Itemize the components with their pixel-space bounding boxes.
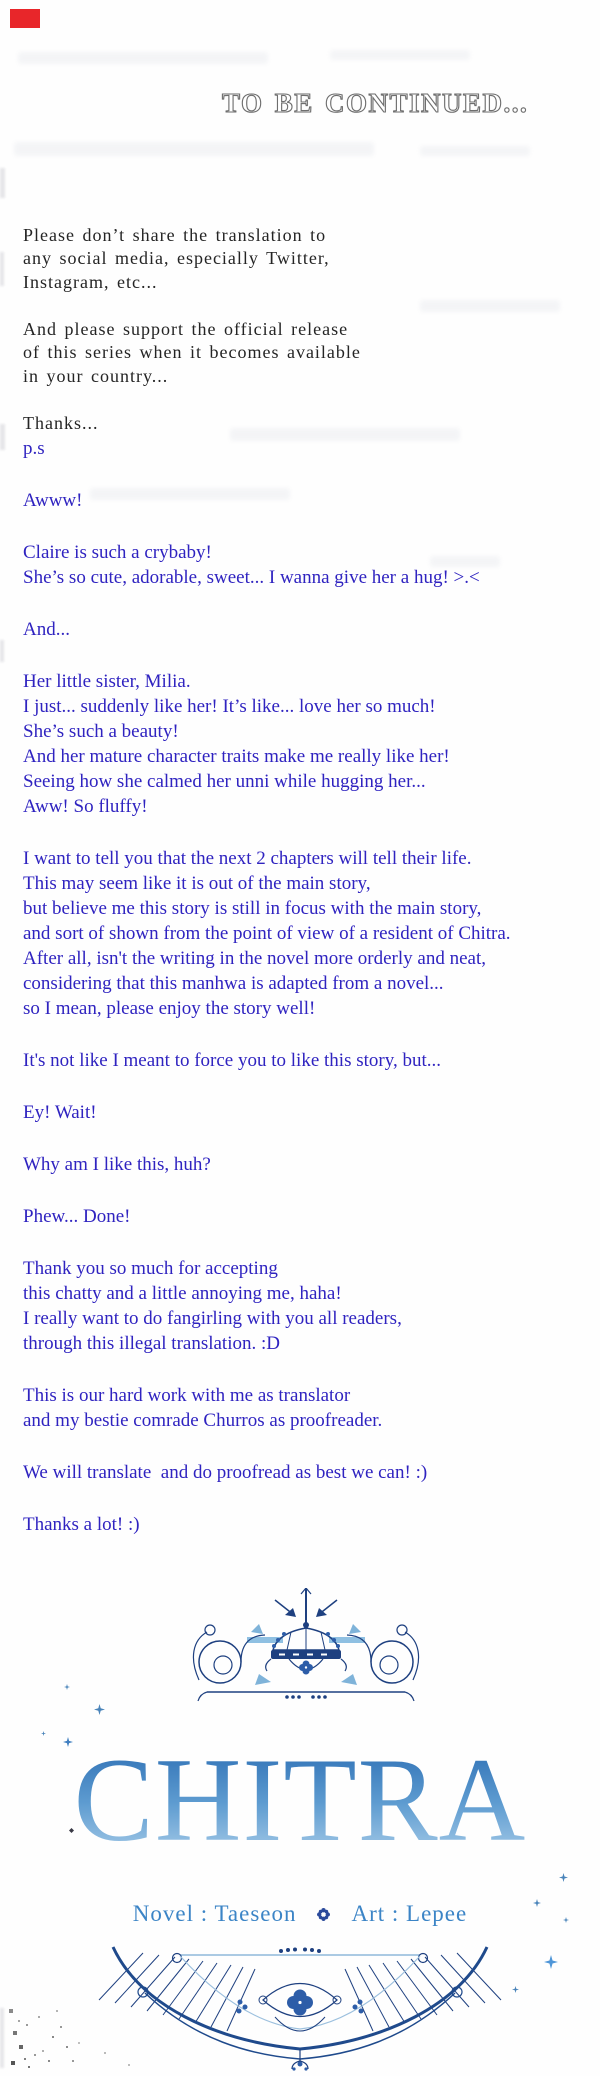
text-line: and my bestie comrade Churros as proofreader. <box>23 1410 383 1431</box>
print-bleed-artifact <box>18 52 268 64</box>
flower-icon <box>316 1907 331 1922</box>
text-line: and sort of shown from the point of view of a resident of Chitra. <box>23 923 511 944</box>
sparkle-icon <box>544 1955 558 1969</box>
credits-row <box>0 1901 600 1927</box>
red-marker <box>10 9 40 28</box>
text-line: this chatty and a little annoying me, haha! <box>23 1283 342 1304</box>
text-line: Please don’t share the translation to <box>23 224 327 245</box>
text-line: through this illegal translation. :D <box>23 1333 280 1354</box>
text-line: Ey! Wait! <box>23 1102 97 1123</box>
text-line: Why am I like this, huh? <box>23 1154 211 1175</box>
novel-credit: Novel : Taeseon <box>132 1901 297 1926</box>
page-edge-mark <box>0 252 4 286</box>
to-be-continued-title: TO BE CONTINUED... <box>222 88 529 118</box>
text-line: but believe me this story is still in focus with the main story, <box>23 898 482 919</box>
ps-label <box>23 436 511 461</box>
print-bleed-artifact <box>420 300 560 312</box>
text-line: Seeing how she calmed her unni while hugging her... <box>23 771 426 792</box>
text-line: any social media, especially Twitter, <box>23 248 330 268</box>
sharing-notice <box>23 200 361 459</box>
text-line: And her mature character traits make me really like her! <box>23 746 450 767</box>
text-line: This is our hard work with me as translator <box>23 1385 351 1406</box>
text-line: p.s <box>23 438 45 459</box>
crown-ornament-icon <box>163 1588 449 1710</box>
text-line: Awww! <box>23 490 83 511</box>
print-bleed-artifact <box>330 50 470 60</box>
text-line: considering that this manhwa is adapted from a novel... <box>23 973 444 994</box>
text-line: She’s so cute, adorable, sweet... I wanna give her a hug! >.< <box>23 567 480 588</box>
series-title: CHITRA <box>0 1740 600 1860</box>
print-bleed-artifact <box>420 146 530 156</box>
text-line: She’s such a beauty! <box>23 721 179 742</box>
sparkle-icon <box>559 1873 568 1882</box>
text-line: so I mean, please enjoy the story well! <box>23 998 316 1019</box>
text-line: And... <box>23 619 70 640</box>
sparkle-icon <box>41 1731 46 1736</box>
text-line: And please support the official release <box>23 318 349 339</box>
page-edge-mark <box>0 640 4 662</box>
sparkle-icon <box>64 1684 70 1690</box>
text-line: Her little sister, Milia. <box>23 671 191 692</box>
sparkle-icon <box>94 1704 105 1715</box>
print-bleed-artifact <box>14 142 374 156</box>
text-line: Thanks a lot! :) <box>23 1514 140 1535</box>
text-line: Thank you so much for accepting <box>23 1258 278 1279</box>
text-line: Thanks... <box>23 412 99 433</box>
text-line: Claire is such a crybaby! <box>23 542 212 563</box>
text-line: Aww! So fluffy! <box>23 796 148 817</box>
page-edge-mark <box>0 424 5 450</box>
text-line: of this series when it becomes available <box>23 342 361 362</box>
text-line: in your country... <box>23 365 169 386</box>
garland-ornament-icon <box>85 1945 515 2073</box>
text-line: We will translate and do proofread as best we can! :) <box>23 1462 428 1483</box>
text-line: I really want to do fangirling with you all readers, <box>23 1308 402 1329</box>
text-line: It's not like I meant to force you to like this story, but... <box>23 1050 442 1071</box>
dust-speckles <box>8 2002 10 2004</box>
text-line: This may seem like it is out of the main story, <box>23 873 371 894</box>
text-line: Phew... Done! <box>23 1206 131 1227</box>
text-line: After all, isn't the writing in the novel more orderly and neat, <box>23 948 486 969</box>
translator-note <box>23 436 511 1564</box>
text-line: I just... suddenly like her! It’s like... love her so much! <box>23 696 436 717</box>
art-credit: Art : Lepee <box>351 1901 468 1926</box>
text-line: Instagram, etc... <box>23 271 158 292</box>
page-edge-mark <box>0 2008 4 2068</box>
page-edge-mark <box>0 168 5 198</box>
text-line: I want to tell you that the next 2 chapters will tell their life. <box>23 848 472 869</box>
